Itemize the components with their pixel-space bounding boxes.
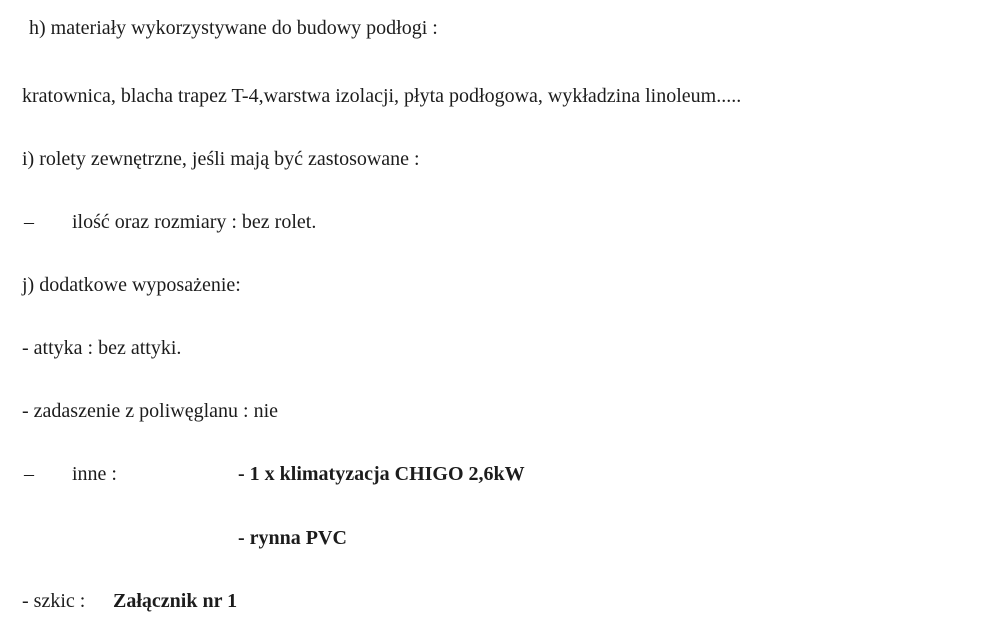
- section-i-item: ilość oraz rozmiary : bez rolet.: [72, 211, 317, 233]
- inne-dash: –: [24, 463, 34, 485]
- section-i-dash: –: [24, 211, 34, 233]
- zadaszenie-line: - zadaszenie z poliwęglanu : nie: [22, 400, 278, 422]
- section-h-text: kratownica, blacha trapez T-4,warstwa izolacji, płyta podłogowa, wykładzina linoleum.....: [22, 85, 742, 107]
- section-j-heading: j) dodatkowe wyposażenie:: [22, 274, 241, 296]
- inne-item-klimatyzacja: - 1 x klimatyzacja CHIGO 2,6kW: [238, 463, 525, 485]
- inne-label: inne :: [72, 463, 117, 485]
- section-i-heading: i) rolety zewnętrzne, jeśli mają być zastosowane :: [22, 148, 420, 170]
- inne-item-rynna: - rynna PVC: [238, 527, 347, 549]
- szkic-label: - szkic :: [22, 590, 86, 612]
- attyka-line: - attyka : bez attyki.: [22, 337, 182, 359]
- section-h-heading: h) materiały wykorzystywane do budowy podłogi :: [29, 17, 438, 39]
- szkic-value: Załącznik nr 1: [113, 590, 238, 612]
